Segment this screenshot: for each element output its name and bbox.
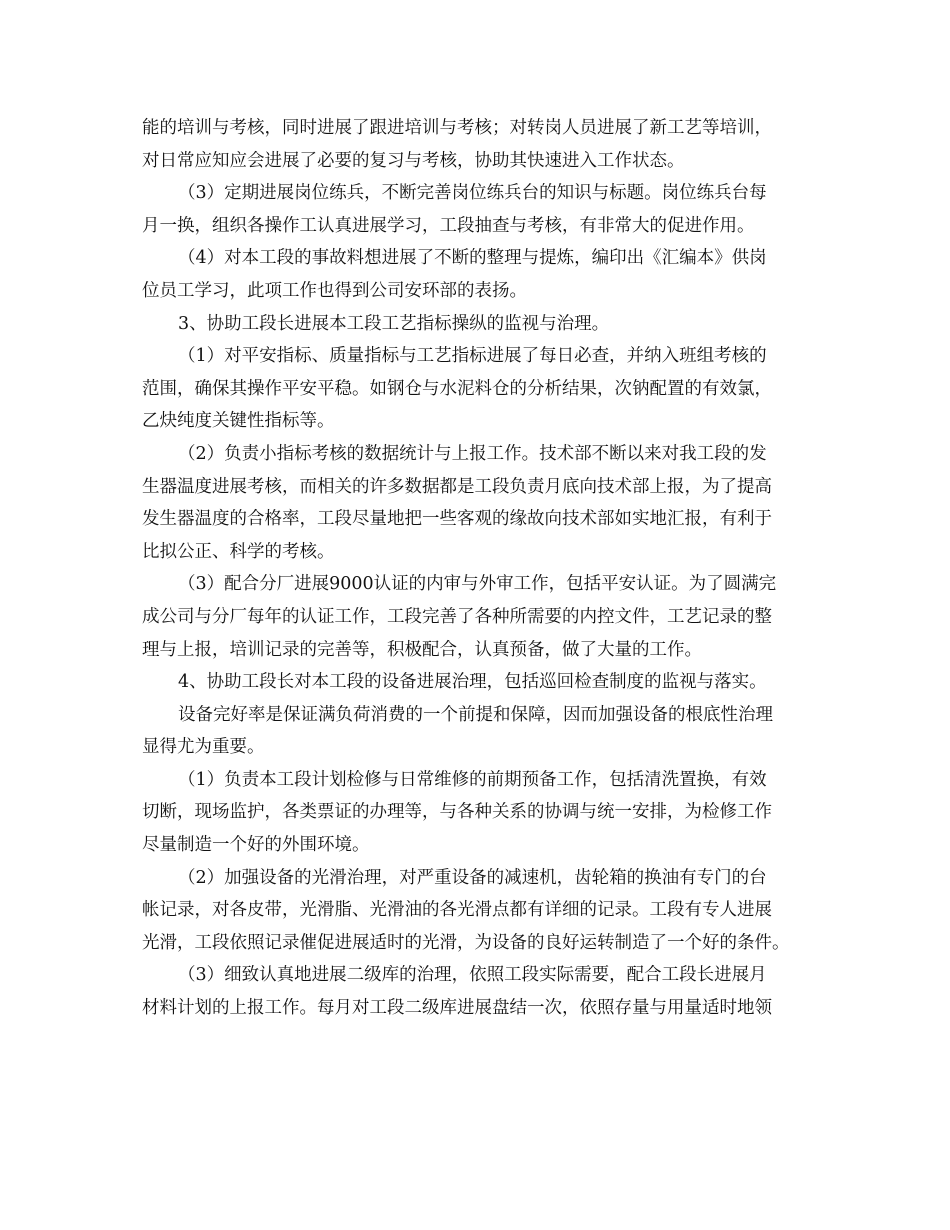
- text-line: 生器温度进展考核，而相关的许多数据都是工段负责月底向技术部上报，为了提高: [142, 476, 772, 497]
- text-line: 月一换，组织各操作工认真进展学习，工段抽查与考核，有非常大的促进作用。: [142, 215, 755, 236]
- paragraph: [142, 766, 822, 864]
- paragraph: [142, 701, 822, 766]
- text-line: 3、协助工段长进展本工段工艺指标操纵的监视与治理。: [178, 313, 610, 334]
- text-line: （3）配合分厂进展9000认证的内审与外审工作，包括平安认证。为了圆满完: [178, 574, 777, 595]
- text-line: （2）加强设备的光滑治理，对严重设备的减速机，齿轮箱的换油有专门的台: [178, 867, 767, 888]
- paragraph: [142, 114, 822, 179]
- body-text: [142, 114, 822, 1027]
- text-line: 光滑，工段依照记录催促进展适时的光滑，为设备的良好运转制造了一个好的条件。: [142, 932, 790, 953]
- text-line: （2）负责小指标考核的数据统计与上报工作。技术部不断以来对我工段的发: [178, 443, 767, 464]
- text-line: （1）负责本工段计划检修与日常维修的前期预备工作，包括清洗置换，有效: [178, 769, 767, 790]
- paragraph: [142, 342, 822, 440]
- text-line: 成公司与分厂每年的认证工作，工段完善了各种所需要的内控文件，工艺记录的整: [142, 606, 772, 627]
- text-line: （3）细致认真地进展二级库的治理，依照工段实际需要，配合工段长进展月: [178, 965, 767, 986]
- paragraph: [142, 310, 822, 343]
- paragraph: [142, 864, 822, 962]
- text-line: 切断，现场监护，各类票证的办理等，与各种关系的协调与统一安排，为检修工作: [142, 802, 772, 823]
- paragraph: [142, 440, 822, 570]
- text-line: 范围，确保其操作平安平稳。如钢仓与水泥料仓的分析结果，次钠配置的有效氯，: [142, 378, 772, 399]
- text-line: 位员工学习，此项工作也得到公司安环部的表扬。: [142, 280, 527, 301]
- paragraph: [142, 179, 822, 244]
- paragraph: [142, 961, 822, 1026]
- text-line: 4、协助工段长对本工段的设备进展治理，包括巡回检查制度的监视与落实。: [178, 672, 767, 693]
- text-line: 设备完好率是保证满负荷消费的一个前提和保障，因而加强设备的根底性治理: [178, 704, 773, 725]
- text-line: 材料计划的上报工作。每月对工段二级库进展盘结一次，依照存量与用量适时地领: [142, 998, 772, 1019]
- text-line: 比拟公正、科学的考核。: [142, 541, 335, 562]
- paragraph: [142, 244, 822, 309]
- text-line: 能的培训与考核，同时进展了跟进培训与考核；对转岗人员进展了新工艺等培训，: [142, 118, 772, 138]
- text-line: 显得尤为重要。: [142, 737, 265, 758]
- text-line: 发生器温度的合格率，工段尽量地把一些客观的缘故向技术部如实地汇报，有利于: [142, 509, 772, 530]
- text-line: 尽量制造一个好的外围环境。: [142, 835, 370, 856]
- text-line: （4）对本工段的事故料想进展了不断的整理与提炼，编印出《汇编本》供岗: [178, 248, 767, 269]
- text-line: 帐记录，对各皮带，光滑脂、光滑油的各光滑点都有详细的记录。工段有专人进展: [142, 900, 772, 921]
- paragraph: [142, 668, 822, 701]
- text-line: 对日常应知应会进展了必要的复习与考核，协助其快速进入工作状态。: [142, 150, 685, 171]
- paragraph: [142, 570, 822, 668]
- text-line: 理与上报，培训记录的完善等，积极配合，认真预备，做了大量的工作。: [142, 639, 702, 660]
- text-line: （1）对平安指标、质量指标与工艺指标进展了每日必查，并纳入班组考核的: [178, 346, 767, 367]
- text-line: 乙炔纯度关键性指标等。: [142, 411, 335, 432]
- text-line: （3）定期进展岗位练兵，不断完善岗位练兵台的知识与标题。岗位练兵台每: [178, 183, 767, 204]
